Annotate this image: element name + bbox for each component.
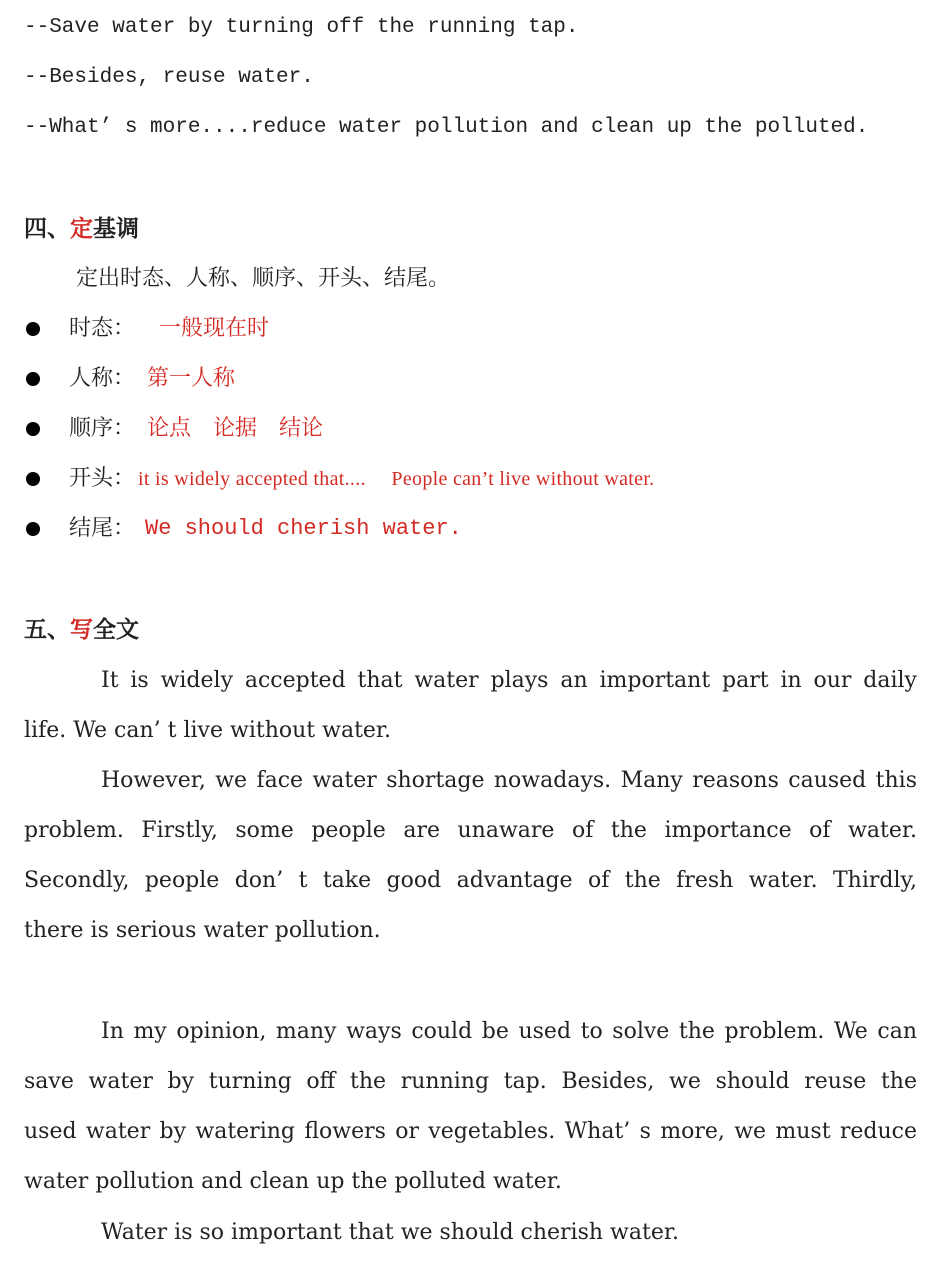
essay-line: Secondly, people don’ t take good advantage of the fresh water. Thirdly, [24,868,917,893]
bullet-value: 第一人称 [147,366,236,391]
bullet-label: 开头： [69,466,136,491]
section-4-heading [24,214,917,244]
bullet-dot-icon [26,372,40,386]
bullet-order [24,414,917,444]
bullet-opening [24,464,917,494]
step-line-reuse: --Besides, reuse water. [24,66,314,89]
bullet-value: We should cherish water. [145,516,462,541]
essay-line: water pollution and clean up the polluted water. [24,1169,562,1194]
bullet-dot-icon [26,322,40,336]
essay-line: It is widely accepted that water plays an important part in our daily [101,668,917,693]
essay-line: life. We can’ t live without water. [24,718,392,743]
bullet-tense [24,314,917,344]
bullet-value: 论点 论据 结论 [147,416,324,441]
bullet-ending [24,514,917,544]
section-4-key: 定 [70,216,93,242]
essay-line: In my opinion, many ways could be used to solve the problem. We can [101,1019,917,1044]
bullet-value: 一般现在时 [159,316,270,341]
bullet-label: 人称： [69,366,136,391]
bullet-value: it is widely accepted that.... People can’t live without water. [138,468,655,490]
bullet-dot-icon [26,472,40,486]
section-4-number: 四、 [24,216,70,242]
section-5-title: 全文 [93,617,139,643]
bullet-dot-icon [26,422,40,436]
essay-line: used water by watering flowers or vegetables. What’ s more, we must reduce [24,1119,917,1144]
bullet-label: 时态： [69,316,136,341]
section-5-key: 写 [70,617,93,643]
essay-line: However, we face water shortage nowadays. Many reasons caused this [101,768,917,793]
bullet-dot-icon [26,522,40,536]
section-4-intro: 定出时态、人称、顺序、开头、结尾。 [76,266,451,291]
bullet-person [24,364,917,394]
bullet-label: 结尾： [69,516,136,541]
bullet-label: 顺序： [69,416,136,441]
essay-line: Water is so important that we should cherish water. [101,1220,679,1245]
essay-line: problem. Firstly, some people are unaware of the importance of water. [24,818,917,843]
essay-line: save water by turning off the running tap. Besides, we should reuse the [24,1069,917,1094]
step-line-save: --Save water by turning off the running tap. [24,16,579,39]
essay-line: there is serious water pollution. [24,918,381,943]
section-5-number: 五、 [24,617,70,643]
section-5-heading [24,615,917,645]
step-line-reduce: --What’ s more....reduce water pollution and clean up the polluted. [24,116,869,139]
section-4-title: 基调 [93,216,139,242]
